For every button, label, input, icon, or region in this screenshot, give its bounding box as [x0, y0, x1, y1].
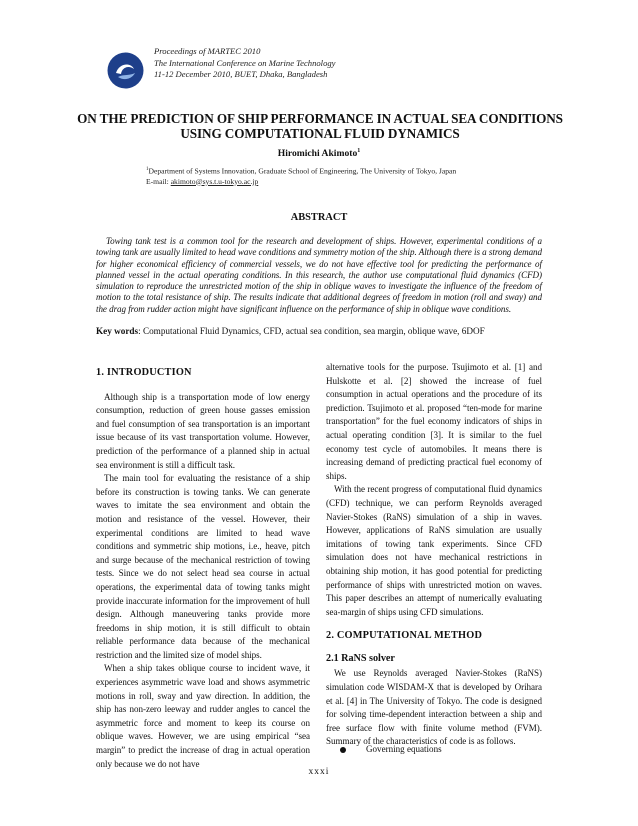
bullet-text: Governing equations — [366, 744, 442, 754]
proceedings-name: Proceedings of MARTEC 2010 — [154, 46, 261, 56]
paper-title-line-1: ON THE PREDICTION OF SHIP PERFORMANCE IN ACTUAL SEA CONDITIONS — [77, 111, 563, 126]
abstract-text: Towing tank test is a common tool for the research and development of ships. However, experimental conditions of a towing tank are usually limited to head wave conditions and symmetry motion of the ship. Although there is a strong demand for higher economical efficiency of commercial vessels, we do not have effective tool for predicting the performance of planned vessel in the actual operating conditions. In this research, the author use computational fluid dynamics (CFD) simulation to reproduce the unrestricted motion of the ship in oblique waves to investigate the influence of the freedom of motion to the total resistance of ship. The results indicate that additional degrees of freedom in motion (roll and sway) and the drag from rudder action might have significant influence on the performance of ship in oblique wave conditions. — [96, 236, 542, 314]
paper-title — [60, 111, 580, 141]
right-paragraph-1: alternative tools for the purpose. Tsujimoto et al. [1] and Hulskotte et al. [2] showed the increase of fuel consumption in actual operations and the procedure of its prediction. Tsujimoto et al. proposed “ten-mode for marine transportation” for the fuel economy indicators of ships in actual operating condition [3]. It is similar to the fuel economy test cycle of automobiles. It means there is increasing demand of predicting practical fuel economy of ships. — [326, 362, 542, 481]
keywords-label: Key words — [96, 326, 139, 336]
abstract-heading: ABSTRACT — [290, 212, 348, 223]
page-number: xxxi — [308, 767, 330, 777]
left-column — [96, 366, 310, 771]
section-heading-introduction: 1. INTRODUCTION — [96, 367, 192, 378]
intro-paragraph-1: Although ship is a transportation mode of low energy consumption, reduction of green house gasses emission and fuel consumption of sea transportation is an important issue because of its vast transportation volume. However, prediction of the performance of a planned ship in actual sea environment is still a difficult task. — [96, 391, 310, 470]
conference-logo — [107, 52, 144, 89]
affiliation-mark: 1 — [146, 167, 149, 172]
rans-paragraph: We use Reynolds averaged Navier-Stokes (RaNS) simulation code WISDAM-X that is developed by Orihara et al. [4] in The University of Tokyo. The code is designed for solving time-dependent interaction between a ship and free surface flow with finite volume method (FVM). Summary of the characteristics of code is as follows. — [326, 668, 542, 747]
author-name: Hiromichi Akimoto — [277, 148, 358, 160]
section-heading-computational-method: 2. COMPUTATIONAL METHOD — [326, 630, 483, 642]
keywords-text: : Computational Fluid Dynamics, CFD, actual sea condition, sea margin, oblique wave, 6DOF — [138, 326, 485, 336]
keywords — [96, 326, 542, 337]
paper-title-line-2: USING COMPUTATIONAL FLUID DYNAMICS — [180, 126, 460, 141]
email-link[interactable]: akimoto@sys.t.u-tokyo.ac.jp — [170, 176, 259, 186]
affiliation: Department of Systems Innovation, Graduate School of Engineering, The University of Tokyo, Japan — [148, 166, 457, 176]
proceedings-header — [154, 46, 335, 81]
affiliation-block — [146, 165, 456, 187]
intro-paragraph-2: The main tool for evaluating the resistance of a ship before its construction is towing tanks. We can generate waves to imitate the sea environment and obtain the motion and resistance of the vessel. However, their experimental conditions are limited to head wave conditions and symmetric ship motions, i.e., heave, pitch and surge because of the mechanical restriction of towing tests. Since we do not select head sea course in actual operations, the experimental data of towing tanks might provide inaccurate information for the improvement of hull design. Although maneuvering tanks provide more freedoms in ship motion, it is still difficult to obtain reliable performance data because of the mechanical restriction and the limited size of model ships. — [96, 473, 310, 660]
right-paragraph-2: With the recent progress of computational fluid dynamics (CFD) technique, we can perform Reynolds averaged Navier-Stokes (RaNS) simulation of a ship in waves. However, applications of RaNS simulation are usually imitations of towing tank experiments. Since CFD simulation does not have mechanical restrictions in obtaining ship motion, it has good potential for predicting performance of ships with unrestricted motion on waves. This paper describes an attempt of numerically evaluating sea-margin of ships using CFD simulations. — [326, 484, 542, 617]
subsection-heading-rans: 2.1 RaNS solver — [326, 652, 395, 664]
email-label: E-mail: — [146, 176, 171, 186]
bullet-item — [340, 744, 442, 754]
intro-paragraph-3: When a ship takes oblique course to incident wave, it experiences asymmetric wave load and shows asymmetric motions in roll, sway and yaw direction. In addition, the ship has non-zero leeway and rudder angles to cancel the asymmetric force and moment to keep its course on oblique waves. However, we are using empirical “sea margin” to predict the increase of drag in actual operation only because we do not have — [96, 663, 310, 769]
conference-name: The International Conference on Marine Technology — [154, 57, 336, 68]
conference-dates: 11-12 December 2010, BUET, Dhaka, Bangladesh — [154, 69, 328, 79]
author-line — [0, 148, 638, 159]
author-mark: 1 — [357, 148, 361, 154]
bullet-icon — [340, 747, 346, 753]
right-column — [326, 361, 542, 749]
